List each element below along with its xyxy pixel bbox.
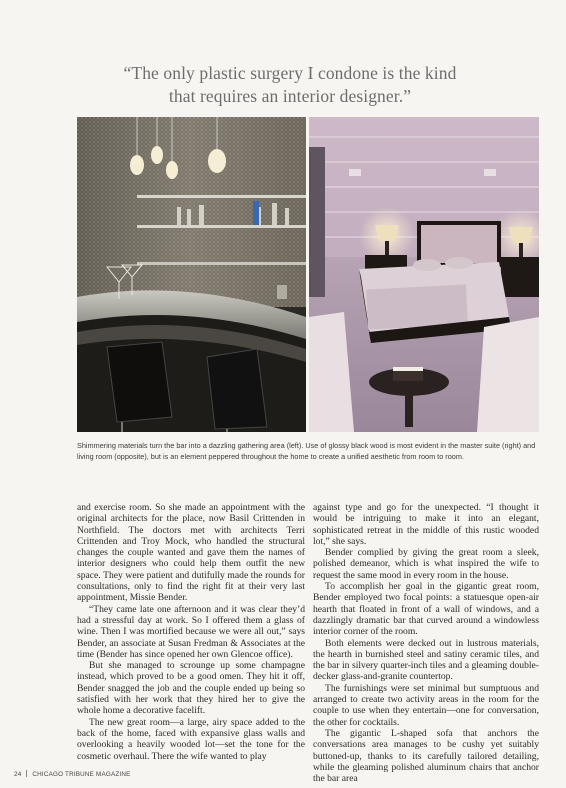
paragraph: Bender complied by giving the great room a sleek, polished demeanor, which is what inspired the wife to request the same mood in every room in the house. (313, 547, 539, 581)
paragraph: The gigantic L-shaped sofa that anchors the conversations area manages to be cushy yet suitably buttoned-up, thanks to its carefully tailored detailing, while the gleaming polished aluminum chairs that anchor the bar area (313, 727, 539, 785)
paragraph: against type and go for the unexpected. “I thought it would be intriguing to make it into an elegant, sophisticated retreat in the middle of this rustic wooded lot,” she says. (313, 502, 539, 547)
pull-quote-line-1: “The only plastic surgery I condone is the kind (123, 63, 457, 83)
bedroom-photo (309, 117, 539, 432)
paragraph: and exercise room. So she made an appointment with the original architects for the place, now Basil Crittenden in Northfield. The doctors met with architects Terri Crittenden and Troy Mock, who handled the structural changes the couple wanted and gave them the names of interior designers who could help them outfit the new space. They were patient and dutifully made the rounds for consultations, only to find the right fit at their very last appointment, Missie Bender. (77, 502, 305, 604)
photo-caption: Shimmering materials turn the bar into a dazzling gathering area (left). Use of glossy black wood is most evident in the master suite (right) and living room (opposite), but is an element peppered throughout the home to create a unified aesthetic from room to room. (77, 441, 536, 461)
paragraph: To accomplish her goal in the gigantic great room, Bender employed two focal points: a statuesque open-air hearth that floated in front of a wall of windows, and a dazzlingly dramatic bar that curved around a windowless interior corner of the room. (313, 581, 539, 638)
pull-quote-line-2: that requires an interior designer.” (168, 86, 412, 106)
article-column-right (313, 502, 539, 784)
pull-quote (100, 62, 480, 108)
paragraph: “They came late one afternoon and it was clear they’d had a stressful day at work. So I offered them a glass of wine. Then I was mortified because we were all out,” says Bender, an associate at Susan Fredman & Associates at the time (Bender has since opened her own Glencoe office). (77, 603, 305, 660)
paragraph: The furnishings were set minimal but sumptuous and arranged to create two activity areas in the room for the couple to use when they entertain—one for conversation, the other for cocktails. (313, 682, 539, 728)
bar-photo (77, 117, 306, 432)
publication-name: CHICAGO TRIBUNE MAGAZINE (32, 771, 131, 778)
page-footer (14, 770, 131, 778)
paragraph: But she managed to scrounge up some champagne instead, which proved to be a good omen. They hit it off, Bender snagged the job and the couple ended up being so satisfied with her work that they hired her to give the whole home a decorative facelift. (77, 660, 305, 717)
paragraph: The new great room—a large, airy space added to the back of the home, faced with expansive glass walls and overlooking a heavily wooded lot—set the tone for the cosmetic overhaul. There the wife wanted to play (77, 716, 305, 762)
page-number: 24 (14, 771, 22, 778)
footer-divider (26, 770, 27, 777)
article-column-left (77, 502, 305, 762)
paragraph: Both elements were decked out in lustrous materials, the hearth in burnished steel and satiny ceramic tiles, and the bar in silvery quarter-inch tiles and a gleaming double-decker glass-and-granite countertop. (313, 637, 539, 683)
